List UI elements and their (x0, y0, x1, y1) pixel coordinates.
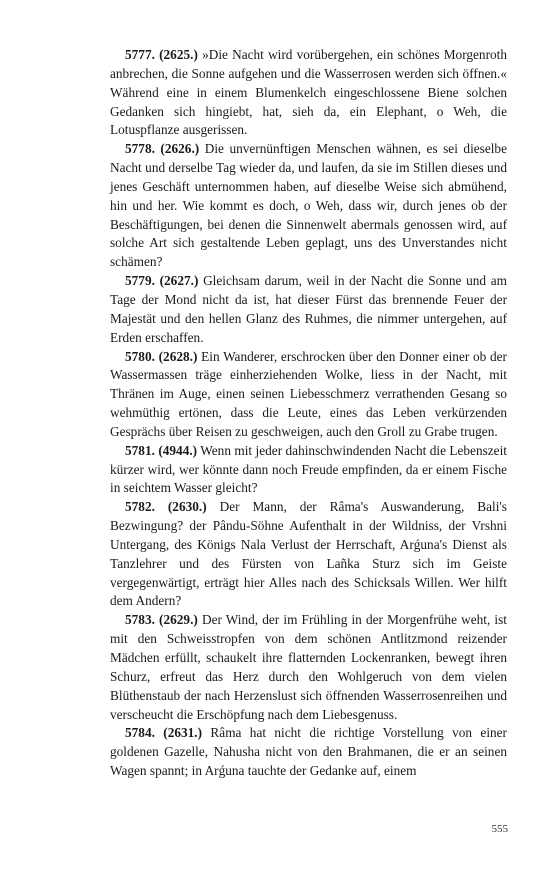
entry-number: 5779. (2627.) (125, 273, 199, 289)
entry-text: Der Wind, der im Frühling in der Morgenfrühe weht, ist mit den Schweisstropfen von dem schönen Antlitzmond reizender Mädchen erfüllt, schaukelt ihre flatternden Lockenranken, bewegt ihren Schurz, erfreut das Herz durch den Wohlgeruch von dem vielen Blüthenstaub der nach Herzenslust sich öffnenden Wasserrosenreihen und verscheucht die Erschöpfung nach dem Liebesgenuss. (110, 612, 507, 722)
entry-text: Râma hat nicht die richtige Vorstellung von einer goldenen Gazelle, Nahusha nicht von den Brahmanen, die er an seinen Wagen spannt; in Arǵuna tauchte der Gedanke auf, einem (110, 725, 507, 779)
entry-text: Wenn mit jeder dahinschwindenden Nacht die Lebenszeit kürzer wird, wer könnte dann noch Freude empfinden, da er einem Fische in seichtem Wasser gleicht? (110, 442, 507, 496)
entry-text: »Die Nacht wird vorübergehen, ein schönes Morgenroth anbrechen, die Sonne aufgehen und die Wasserrosen werden sich öffnen.« Während eine in einem Blumenkelch eingeschlossene Biene solchen Gedanken sich hingiebt, hat, sieh da, ein Elephant, o Weh, die Lotuspflanze ausgerissen. (110, 47, 508, 138)
entry-number: 5778. (2626.) (125, 141, 200, 157)
entry-5781 (110, 442, 507, 499)
entry-text: Gleichsam darum, weil in der Nacht die Sonne und am Tage der Mond nicht da ist, hat dieser Fürst das brennende Feuer der Majestät und den hellen Glanz des Ruhmes, die nimmer untergehen, auf Erden erschaffen. (110, 273, 507, 345)
entry-number: 5781. (4944.) (125, 442, 198, 458)
entry-number: 5783. (2629.) (125, 612, 198, 628)
entry-number: 5777. (2625.) (125, 47, 198, 62)
entry-number: 5782. (2630.) (125, 499, 207, 515)
entry-5778 (110, 140, 507, 272)
entry-text: Der Mann, der Râma's Auswanderung, Bali's Bezwingung? der Pându-Söhne Aufenthalt in der Wildniss, der Vrshni Untergang, des Königs Nala Verlust der Herrschaft, Arǵuna's Dienst als Tanzlehrer und des Fürsten von Lañka Sturz sich im Geiste vergegenwärtigt, erträgt hier Alles nach des Schicksals Willen. Wer hilft dem Andern? (110, 499, 507, 609)
page-number: 555 (491, 823, 508, 835)
entry-number: 5780. (2628.) (125, 348, 198, 364)
entry-text: Ein Wanderer, erschrocken über den Donner einer ob der Wassermassen träge einherziehenden Wolke, liess in der Nacht, mit Thränen im Auge, einen seinen Liebesschmerz verrathenden Gesang so wehmüthig ertönen, dass die Leute, eines das Leben verkürzenden Gesprächs über Reisen zu geschweigen, auch den Groll zu Grabe trugen. (110, 348, 507, 439)
entry-5784 (110, 724, 507, 781)
entry-5779 (110, 272, 507, 347)
entry-5782 (110, 498, 507, 611)
entry-5783 (110, 611, 507, 724)
entry-5780 (110, 348, 507, 442)
entry-text: Die unvernünftigen Menschen wähnen, es sei dieselbe Nacht und derselbe Tag wieder da, und laufen, da sie im Stillen dieses und jenes Geschäft unternommen haben, auf dieselbe Weise sich abmühend, hin und her. Wie kommt es doch, o Weh, dass wir, durch jenes ob der Beschäftigungen, bei denen die Sinnenwelt abermals genossen wird, auf solche Art sich gestaltende Leben geplagt, uns des Unverstandes nicht schämen? (110, 141, 507, 270)
entry-5777 (110, 46, 507, 140)
page-body (110, 46, 507, 781)
entry-number: 5784. (2631.) (125, 725, 203, 741)
